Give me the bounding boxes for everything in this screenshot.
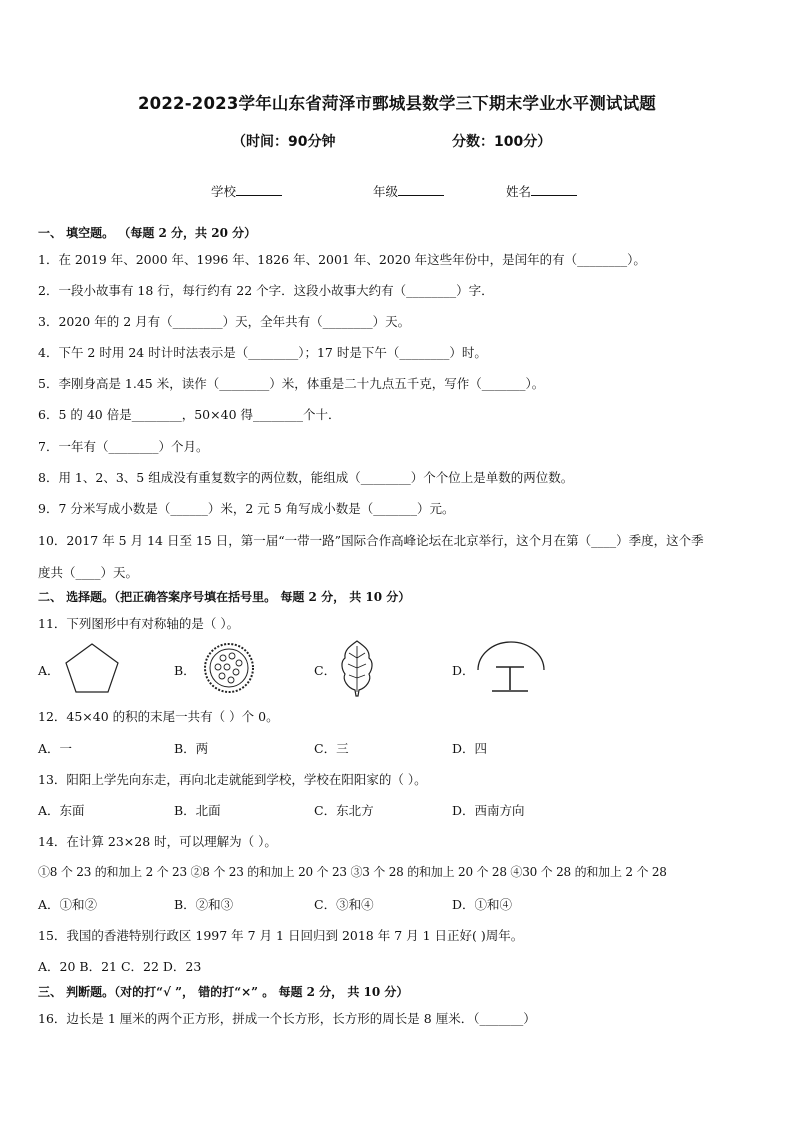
question-7: 7．一年有（________）个月。 <box>38 439 209 454</box>
question-5: 5．李刚身高是 1.45 米，读作（________）米，体重是二十九点五千克，写作（_______）。 <box>38 376 545 391</box>
question-15: 15．我国的香港特别行政区 1997 年 7 月 1 日回归到 2018 年 7 月 1 日正好( )周年。 <box>38 928 524 943</box>
question-3: 3．2020 年的 2 月有（________）天，全年共有（________）天。 <box>38 314 411 329</box>
q12-option-c: C．三 <box>314 741 349 756</box>
decorated-cake-icon <box>201 641 257 695</box>
q11-option-b: B． <box>174 663 196 678</box>
q12-option-d: D．四 <box>452 741 488 756</box>
page-title: 2022-2023学年山东省菏泽市鄄城县数学三下期末学业水平测试试题 <box>138 94 656 113</box>
exam-score: 分数：100分） <box>452 134 552 150</box>
question-4: 4．下午 2 时用 24 时计时法表示是（________）；17 时是下午（________）时。 <box>38 345 487 360</box>
q12-option-a: A．一 <box>38 741 73 756</box>
pentagon-icon <box>62 641 122 695</box>
question-9: 9．7 分米写成小数是（______）米，2 元 5 角写成小数是（_______）元。 <box>38 501 455 516</box>
question-6: 6．5 的 40 倍是________，50×40 得________个十． <box>38 407 341 422</box>
grade-blank <box>398 183 444 196</box>
grade-label: 年级 <box>373 184 399 199</box>
question-16: 16．边长是 1 厘米的两个正方形，拼成一个长方形，长方形的周长是 8 厘米．（_______） <box>38 1011 536 1026</box>
question-14: 14．在计算 23×28 时，可以理解为（ ）。 <box>38 834 277 849</box>
q13-option-c: C．东北方 <box>314 803 374 818</box>
exam-time: （时间：90分钟 <box>232 134 336 150</box>
q13-option-a: A．东面 <box>38 803 85 818</box>
question-1: 1．在 2019 年、2000 年、1996 年、1826 年、2001 年、2020 年这些年份中，是闰年的有（________）。 <box>38 252 646 267</box>
q11-option-a: A． <box>38 663 60 678</box>
question-11: 11．下列图形中有对称轴的是（ ）。 <box>38 616 240 631</box>
q14-option-b: B．②和③ <box>174 897 234 912</box>
name-field <box>506 182 577 200</box>
section1-heading: 一、 填空题。 （每题 2 分，共 20 分） <box>38 226 257 240</box>
grade-field <box>373 182 444 200</box>
section2-heading: 二、 选择题。（把正确答案序号填在括号里。 每题 2 分， 共 10 分） <box>38 590 411 604</box>
leaf-icon <box>336 638 378 698</box>
arch-character-icon <box>474 638 548 696</box>
question-2: 2．一段小故事有 18 行，每行约有 22 个字．这段小故事大约有（________）字． <box>38 283 494 298</box>
q11-option-d: D． <box>452 663 475 678</box>
section3-heading: 三、 判断题。（对的打“√ ”， 错的打“×” 。 每题 2 分， 共 10 分） <box>38 985 409 999</box>
q11-option-c: C． <box>314 663 337 678</box>
school-blank <box>236 183 282 196</box>
name-blank <box>531 183 577 196</box>
q14-option-a: A．①和② <box>38 897 98 912</box>
school-field <box>211 182 282 200</box>
q14-option-d: D．①和④ <box>452 897 513 912</box>
question-12: 12．45×40 的积的末尾一共有（ ）个 0。 <box>38 709 279 724</box>
question-10-line2: 度共（____）天。 <box>38 565 139 580</box>
q14-choices: ①8 个 23 的和加上 2 个 23 ②8 个 23 的和加上 20 个 23 ③3 个 28 的和加上 20 个 28 ④30 个 28 的和加上 2 个 28 <box>38 865 667 879</box>
q14-option-c: C．③和④ <box>314 897 374 912</box>
name-label: 姓名 <box>506 184 532 199</box>
question-13: 13．阳阳上学先向东走，再向北走就能到学校，学校在阳阳家的（ ）。 <box>38 772 427 787</box>
school-label: 学校 <box>211 184 237 199</box>
q13-option-d: D．西南方向 <box>452 803 525 818</box>
question-8: 8．用 1、2、3、5 组成没有重复数字的两位数，能组成（________）个个位上是单数的两位数。 <box>38 470 574 485</box>
q15-options: A．20 B．21 C．22 D．23 <box>38 959 202 974</box>
q13-option-b: B．北面 <box>174 803 221 818</box>
q12-option-b: B．两 <box>174 741 209 756</box>
question-10-line1: 10．2017 年 5 月 14 日至 15 日，第一届“一带一路”国际合作高峰论坛在北京举行，这个月在第（____）季度，这个季 <box>38 533 704 548</box>
